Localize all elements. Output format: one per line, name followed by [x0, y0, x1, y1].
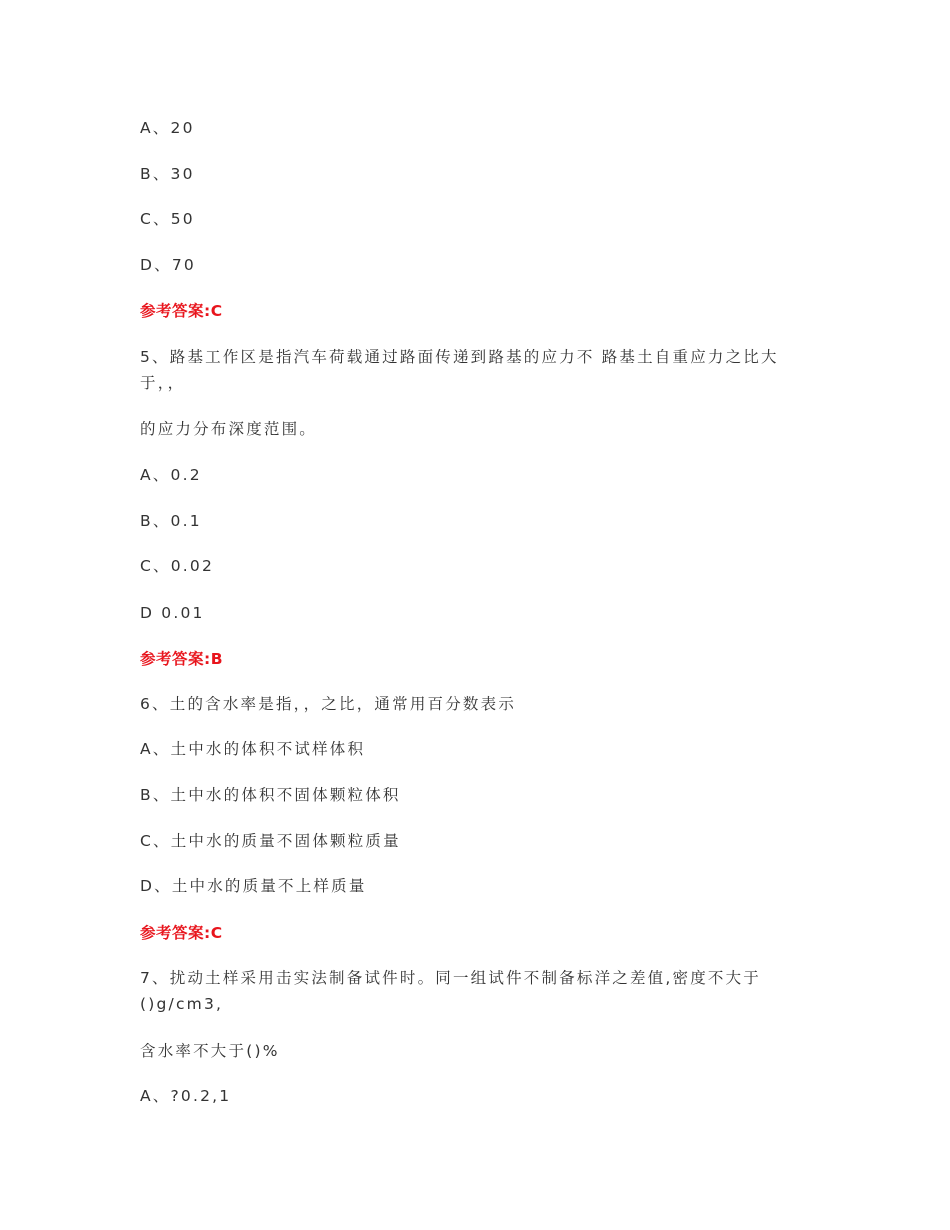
- q6-stem: 6、土的含水率是指，，之比，通常用百分数表示: [140, 695, 517, 713]
- q6-option-c: C、土中水的质量不固体颗粒质量: [140, 832, 401, 850]
- q7-stem-continued: 含水率不大于()%: [140, 1042, 280, 1060]
- q5-option-a: A、0.2: [140, 466, 202, 484]
- q4-option-d: D、70: [140, 256, 196, 274]
- q4-answer: 参考答案:C: [140, 302, 223, 320]
- q5-option-c: C、0.02: [140, 557, 215, 575]
- q6-option-a: A、土中水的体积不试样体积: [140, 740, 366, 758]
- q7-stem: 7、扰动土样采用击实法制备试件时。同一组试件不制备标洋之差值,密度不大于()g/cm3,: [140, 969, 761, 1013]
- q5-option-b: B、0.1: [140, 512, 202, 530]
- q5-answer: 参考答案:B: [140, 650, 224, 668]
- q6-option-d: D、土中水的质量不上样质量: [140, 877, 367, 895]
- q6-option-b: B、土中水的体积不固体颗粒体积: [140, 786, 401, 804]
- q5-stem: 5、路基工作区是指汽车荷载通过路面传递到路基的应力不 路基土自重应力之比大于，，: [140, 348, 779, 392]
- q5-option-d: D 0.01: [140, 604, 205, 622]
- q7-option-a: A、?0.2,1: [140, 1087, 232, 1105]
- q6-answer: 参考答案:C: [140, 924, 223, 942]
- q4-option-a: A、20: [140, 119, 195, 137]
- q4-option-b: B、30: [140, 165, 195, 183]
- q5-stem-continued: 的应力分布深度范围。: [140, 420, 318, 438]
- q4-option-c: C、50: [140, 210, 195, 228]
